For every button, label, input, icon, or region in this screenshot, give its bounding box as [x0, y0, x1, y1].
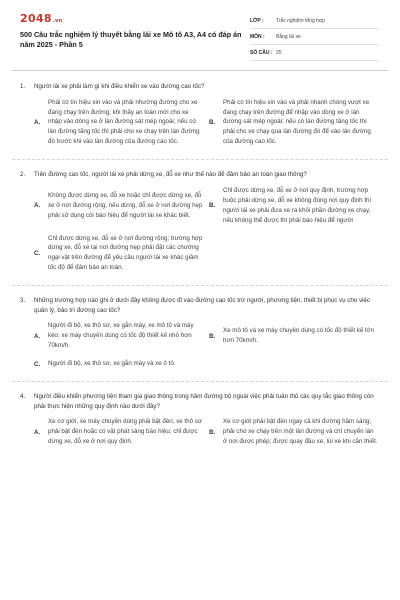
meta-row-count — [250, 45, 380, 61]
option-b[interactable] — [209, 417, 384, 447]
option-b[interactable] — [209, 98, 384, 148]
option-letter: B. — [209, 202, 216, 210]
meta-key: SỐ CÂU : — [250, 49, 273, 56]
option-a[interactable] — [34, 321, 209, 351]
option-letter: A. — [34, 202, 41, 210]
question-divider — [12, 285, 388, 286]
option-letter: C. — [34, 360, 41, 368]
question-2 — [20, 170, 384, 281]
options — [20, 186, 384, 281]
meta-row-subject — [250, 29, 380, 45]
option-letter: A. — [34, 428, 41, 436]
option-text: Người đi bộ, xe thô sơ, xe gắn máy, xe mô tô và máy kéo; xe máy chuyên dùng có tốc độ thiết kế nhỏ hơn 70km/h. — [48, 322, 194, 350]
logo-domain-text: .vn — [52, 18, 63, 24]
option-letter: C. — [34, 249, 41, 257]
option-a[interactable] — [34, 98, 209, 148]
options — [20, 321, 384, 377]
option-a[interactable] — [34, 186, 209, 226]
option-b[interactable] — [209, 321, 384, 351]
options — [20, 98, 384, 156]
question-number: 1. — [20, 83, 26, 90]
meta-value: Trắc nghiệm tổng hợp — [276, 17, 325, 24]
option-text: Xe cơ giới, xe máy chuyên dùng phải bật đèn; xe thô sơ phải bật đèn hoặc có vật phát sáng báo hiệu; chỉ được dừng xe, đỗ xe ở nơi quy định. — [48, 418, 202, 446]
option-text: Chỉ được dừng xe, đỗ xe ở nơi quy định, trường hợp buộc phải dừng xe, đỗ xe không đúng nơi quy định thì người lái xe phải đưa xe ra khỏi phần đường xe chạy, nếu không thể được thì phải báo hiệu để người — [223, 186, 372, 224]
question-number: 2. — [20, 171, 26, 179]
meta-box — [250, 13, 380, 61]
question-1 — [20, 82, 384, 155]
question-body: Người điều khiển phương tiện tham gia giao thông trong hầm đường bộ ngoài việc phải tuân thủ các quy tắc giao thông còn phải thực hiện những quy định nào dưới đây? — [34, 393, 374, 410]
question-divider — [12, 381, 388, 382]
logo-main-text: 2048 — [20, 12, 52, 25]
option-text: Xe mô tô và xe máy chuyên dùng có tốc độ thiết kế lớn hơn 70km/h. — [223, 327, 374, 345]
option-text: Chỉ được dừng xe, đỗ xe ở nơi đường rộng; trường hợp dừng xe, đỗ xe tại nơi đường hẹp phải đặt các chướng ngại vật trên đường để yêu cầu người lái xe khác giảm tốc độ để đảm bảo an toàn. — [48, 234, 203, 272]
option-text: Phải có tín hiệu xin vào và phải nhường đường cho xe đang chạy trên đường; khi thấy an toàn mới cho xe nhập vào dòng xe ở làn đường sát mép ngoài; nếu có làn đường tăng tốc thì phải cho xe chạy trên làn đường đó trước khi vào làn đường của đường cao tốc. — [48, 98, 200, 146]
question-text — [20, 82, 384, 92]
question-body: Người lái xe phải làm gì khi điều khiển xe vào đường cao tốc? — [34, 83, 205, 90]
question-text — [20, 296, 384, 315]
option-text: Phải có tín hiệu xin vào và phải nhanh chóng vượt xe đang chạy trên đường để nhập vào dòng xe ở làn đường sát mép ngoài; nếu có làn đường tăng tốc thì phải cho xe chạy qua làn đường đó để vào làn đường của đường cao tốc. — [223, 98, 371, 146]
option-b[interactable] — [209, 186, 384, 226]
option-letter: A. — [34, 118, 41, 126]
meta-key: MÔN : — [250, 33, 265, 40]
option-c[interactable] — [34, 234, 209, 274]
page-header — [0, 0, 400, 68]
option-text: Không được dừng xe, đỗ xe hoặc chỉ được dừng xe, đỗ xe ở nơi đường rộng, nếu dừng, đỗ xe ở nơi đường hẹp phải sử dụng còi báo hiệu để người lái xe khác biết. — [48, 191, 203, 219]
option-c[interactable] — [34, 359, 209, 369]
options — [20, 417, 384, 455]
question-body: Những trường hợp nào ghi ở dưới đây không được đi vào đường cao tốc trừ người, phương tiện, thiết bị phục vụ cho việc quản lý, bảo trì đường cao tốc? — [34, 297, 370, 314]
option-letter: B. — [209, 118, 216, 126]
question-4 — [20, 392, 384, 455]
header-divider — [12, 70, 388, 71]
question-list — [20, 82, 384, 455]
meta-row-class — [250, 13, 380, 29]
question-text — [20, 392, 384, 411]
question-body: Trên đường cao tốc, người lái xe phải dừng xe, đỗ xe như thế nào để đảm bảo an toàn giao thông? — [34, 171, 307, 179]
question-divider — [12, 159, 388, 160]
question-3 — [20, 296, 384, 377]
option-text: Người đi bộ, xe thô sơ, xe gắn máy và xe ô tô. — [48, 360, 176, 368]
option-letter: B. — [209, 332, 216, 340]
question-text — [20, 170, 384, 180]
meta-value: Bằng lái xe — [276, 33, 301, 40]
option-a[interactable] — [34, 417, 209, 447]
question-number: 4. — [20, 393, 26, 401]
option-letter: A. — [34, 332, 41, 340]
option-letter: B. — [209, 428, 216, 436]
page-title: 500 Câu trắc nghiệm lý thuyết bằng lái xe Mô tô A3, A4 có đáp án năm 2025 - Phần 5 — [20, 30, 242, 50]
option-text: Xe cơ giới phải bật đèn ngay cả khi đường hầm sáng; phải cho xe chạy trên một làn đường và chỉ chuyển làn ở nơi được phép; được quay đầu xe, lùi xe khi cần thiết. — [223, 418, 378, 446]
meta-key: LỚP : — [250, 17, 264, 24]
question-number: 3. — [20, 297, 26, 305]
site-logo[interactable] — [20, 12, 62, 25]
meta-value: 25 — [276, 49, 282, 56]
